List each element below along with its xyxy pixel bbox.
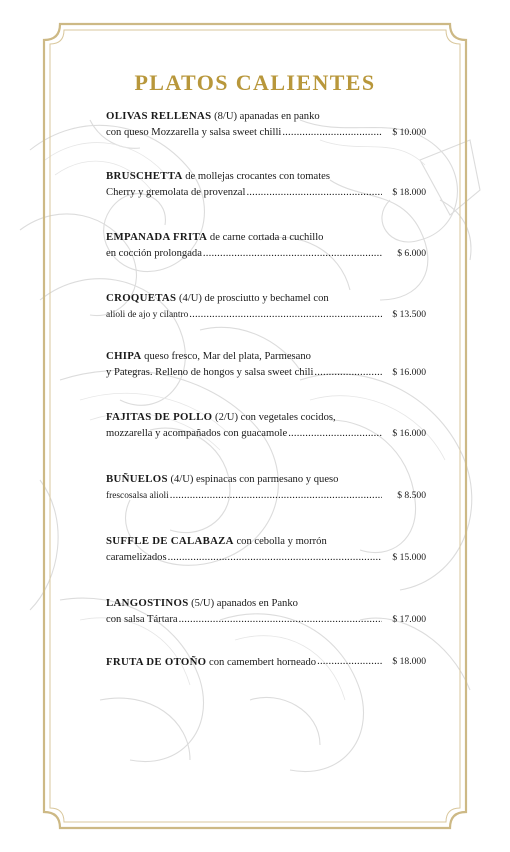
item-name: SUFFLE DE CALABAZA <box>106 535 234 547</box>
item-name: EMPANADA FRITA <box>106 231 208 243</box>
item-name: OLIVAS RELLENAS <box>106 110 212 122</box>
leader-dots <box>189 307 382 323</box>
item-name: FAJITAS DE POLLO <box>106 411 213 423</box>
menu-item-olivas-rellenas <box>106 108 426 141</box>
item-price: $ 17.000 <box>392 614 426 625</box>
leader-dots <box>203 246 382 262</box>
item-description: (4/U) espinacas con parmesano y queso <box>167 474 339 485</box>
menu-item-fajitas-de-pollo <box>106 409 426 442</box>
item-price: $ 16.000 <box>392 428 426 439</box>
item-price: $ 13.500 <box>392 309 426 320</box>
item-description: (4/U) de prosciutto y bechamel con <box>176 293 329 304</box>
item-description-2: con queso Mozzarella y salsa sweet chilli <box>106 127 282 138</box>
item-description-2: con salsa Tártara <box>106 614 178 625</box>
menu-title: PLATOS CALIENTES <box>134 70 376 95</box>
leader-dots <box>168 550 382 566</box>
leader-dots <box>179 612 382 628</box>
leader-dots <box>317 654 382 671</box>
item-price: $ 15.000 <box>392 552 426 563</box>
item-description: de mollejas crocantes con tomates <box>182 171 330 182</box>
item-description-2: mozzarella y acompañados con guacamole <box>106 428 288 439</box>
menu-item-croquetas <box>106 290 426 323</box>
menu-item-fruta-de-otono <box>106 654 426 671</box>
menu-item-langostinos <box>106 595 426 628</box>
item-name: LANGOSTINOS <box>106 597 189 609</box>
menu-item-bunuelos <box>106 471 426 504</box>
item-price: $ 10.000 <box>392 127 426 138</box>
leader-dots <box>170 488 382 504</box>
item-description: queso fresco, Mar del plata, Parmesano <box>141 351 311 362</box>
item-description-2: caramelizados <box>106 552 167 563</box>
leader-dots <box>282 125 382 141</box>
item-name: CROQUETAS <box>106 292 177 304</box>
item-price: $ 8.500 <box>397 490 426 501</box>
item-name: BRUSCHETTA <box>106 170 183 182</box>
menu-item-bruschetta <box>106 168 426 201</box>
menu-item-empanada-frita <box>106 229 426 262</box>
item-description-2: en cocción prolongada <box>106 248 202 259</box>
item-description-2: Cherry y gremolata de provenzal <box>106 187 246 198</box>
item-price: $ 16.000 <box>392 367 426 378</box>
item-description: con cebolla y morrón <box>233 536 327 547</box>
item-description-2: y Pategras. Relleno de hongos y salsa sweet chili <box>106 367 314 378</box>
item-name: CHIPA <box>106 350 142 362</box>
item-description: con camembert horneado <box>206 657 317 668</box>
item-description-2: frescosalsa alioli <box>106 491 169 501</box>
leader-dots <box>246 185 382 201</box>
item-name: BUÑUELOS <box>106 473 168 485</box>
leader-dots <box>314 365 382 381</box>
menu-item-chipa <box>106 348 426 381</box>
item-price: $ 18.000 <box>392 656 426 667</box>
item-description: (2/U) con vegetales cocidos, <box>212 412 336 423</box>
item-name: FRUTA DE OTOÑO <box>106 656 207 668</box>
item-price: $ 6.000 <box>397 248 426 259</box>
menu-item-suffle-de-calabaza <box>106 533 426 566</box>
leader-dots <box>288 426 382 442</box>
item-description: (5/U) apanados en Panko <box>188 598 298 609</box>
item-description: de carne cortada a cuchillo <box>207 232 324 243</box>
item-description-2: alioli de ajo y cilantro <box>106 310 189 320</box>
item-price: $ 18.000 <box>392 187 426 198</box>
item-description: (8/U) apanadas en panko <box>211 111 320 122</box>
